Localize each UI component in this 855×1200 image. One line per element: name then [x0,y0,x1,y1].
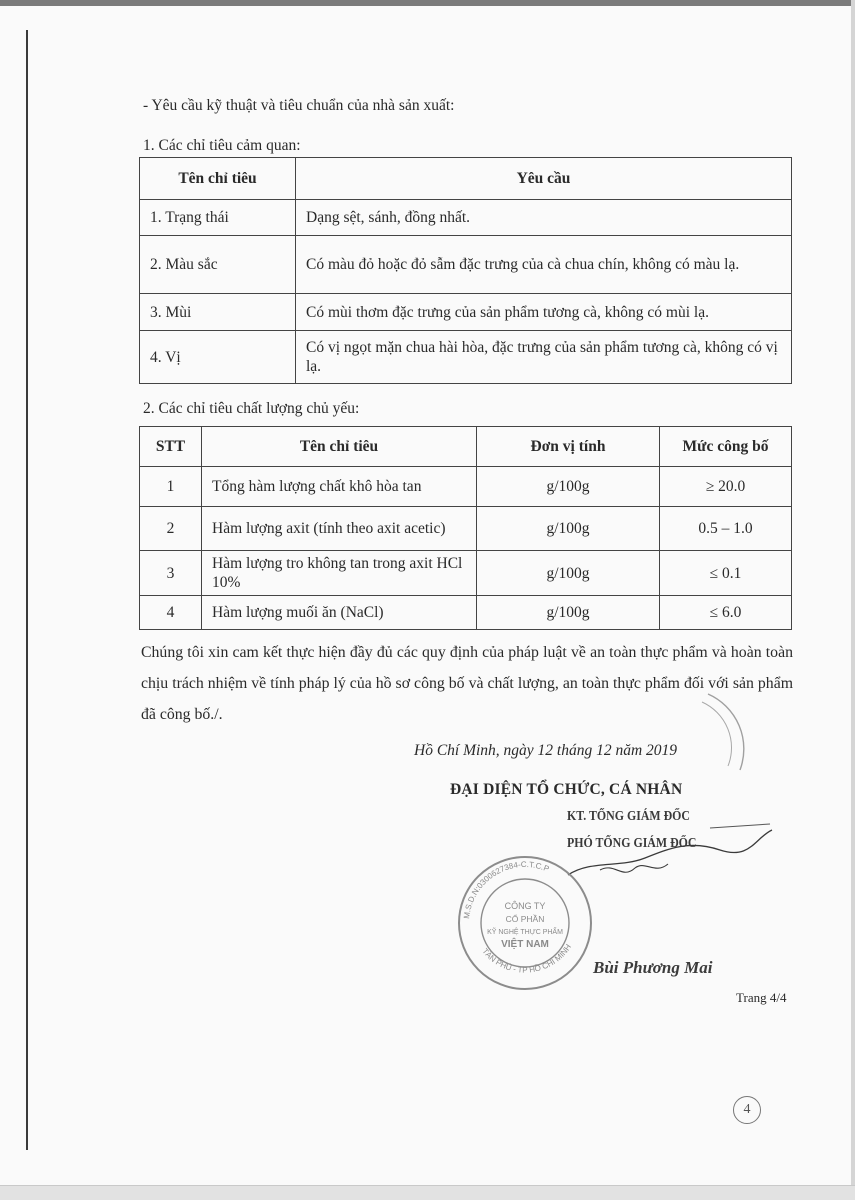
position-line-1: KT. TỔNG GIÁM ĐỐC [567,808,690,823]
table-row [140,331,792,384]
stamp-ring-text: TÂN PHÚ - TP HỒ CHÍ MINH [480,942,573,975]
scan-bottom-edge [0,1185,855,1200]
column-header: Tên chỉ tiêu [140,158,296,200]
criterion-requirement: Có mùi thơm đặc trưng của sản phẩm tương cà, không có mùi lạ. [296,294,792,331]
representative-title: ĐẠI DIỆN TỔ CHỨC, CÁ NHÂN [450,781,683,798]
criterion-name: Hàm lượng axit (tính theo axit acetic) [202,507,477,551]
criterion-name: 1. Trạng thái [140,200,296,236]
unit: g/100g [477,596,660,630]
criterion-name: 2. Màu sắc [140,236,296,294]
table-header-row [140,427,792,467]
criterion-requirement: Có màu đỏ hoặc đỏ sẫm đặc trưng của cà chua chín, không có màu lạ. [296,236,792,294]
column-header: STT [140,427,202,467]
declared-level: ≥ 20.0 [660,467,792,507]
table-row [140,507,792,551]
table-row [140,236,792,294]
criterion-name: 4. Vị [140,331,296,384]
section2-heading: 2. Các chỉ tiêu chất lượng chủ yếu: [143,400,360,417]
criterion-name: Tổng hàm lượng chất khô hòa tan [202,467,477,507]
sensory-table [139,157,792,384]
criterion-requirement: Dạng sệt, sánh, đồng nhất. [296,200,792,236]
section1-heading: 1. Các chỉ tiêu cảm quan: [143,137,301,154]
stamp-text: CÔNG TY [504,901,546,911]
scan-right-edge [851,0,855,1200]
declared-level: ≤ 0.1 [660,551,792,596]
handwritten-page-number: 4 [733,1096,761,1124]
quality-table [139,426,792,630]
criterion-name: 3. Mùi [140,294,296,331]
stamp-ring-text: M.S.D.N:0300627384-C.T.C.P [462,859,551,920]
scan-left-edge [26,30,28,1150]
unit: g/100g [477,551,660,596]
column-header: Tên chỉ tiêu [202,427,477,467]
row-number: 1 [140,467,202,507]
place-date: Hồ Chí Minh, ngày 12 tháng 12 năm 2019 [414,742,678,759]
table-row [140,596,792,630]
stamp-text: KỸ NGHỆ THỰC PHẨM [487,929,563,936]
table-row [140,294,792,331]
column-header: Yêu cầu [296,158,792,200]
row-number: 4 [140,596,202,630]
unit: g/100g [477,467,660,507]
declared-level: 0.5 – 1.0 [660,507,792,551]
table-row [140,551,792,596]
criterion-name: Hàm lượng tro không tan trong axit HCl 10% [202,551,477,596]
requirements-intro: - Yêu cầu kỹ thuật và tiêu chuẩn của nhà sản xuất: [143,97,455,114]
row-number: 2 [140,507,202,551]
declared-level: ≤ 6.0 [660,596,792,630]
column-header: Đơn vị tính [477,427,660,467]
margin-stamp-fragment [700,690,750,780]
table-row [140,467,792,507]
unit: g/100g [477,507,660,551]
stamp-text: CỔ PHẦN [505,914,545,924]
page-number: Trang 4/4 [736,990,787,1005]
commitment-paragraph: Chúng tôi xin cam kết thực hiện đầy đủ các quy định của pháp luật về an toàn thực phẩm và hoàn toàn chịu trách nhiệm về tính pháp lý của hồ sơ công bố và chất lượng, an toàn thực phẩm đối với sản phẩm đã công bố./. [141,644,793,723]
criterion-name: Hàm lượng muối ăn (NaCl) [202,596,477,630]
position-line-2: PHÓ TỔNG GIÁM ĐỐC [567,835,697,850]
stamp-text: VIỆT NAM [501,939,549,950]
signer-name: Bùi Phương Mai [593,958,713,977]
company-stamp [455,853,595,993]
column-header: Mức công bố [660,427,792,467]
row-number: 3 [140,551,202,596]
table-header-row [140,158,792,200]
table-row [140,200,792,236]
criterion-requirement: Có vị ngọt mặn chua hài hòa, đặc trưng của sản phẩm tương cà, không có vị lạ. [296,331,792,384]
scan-top-edge [0,0,855,6]
